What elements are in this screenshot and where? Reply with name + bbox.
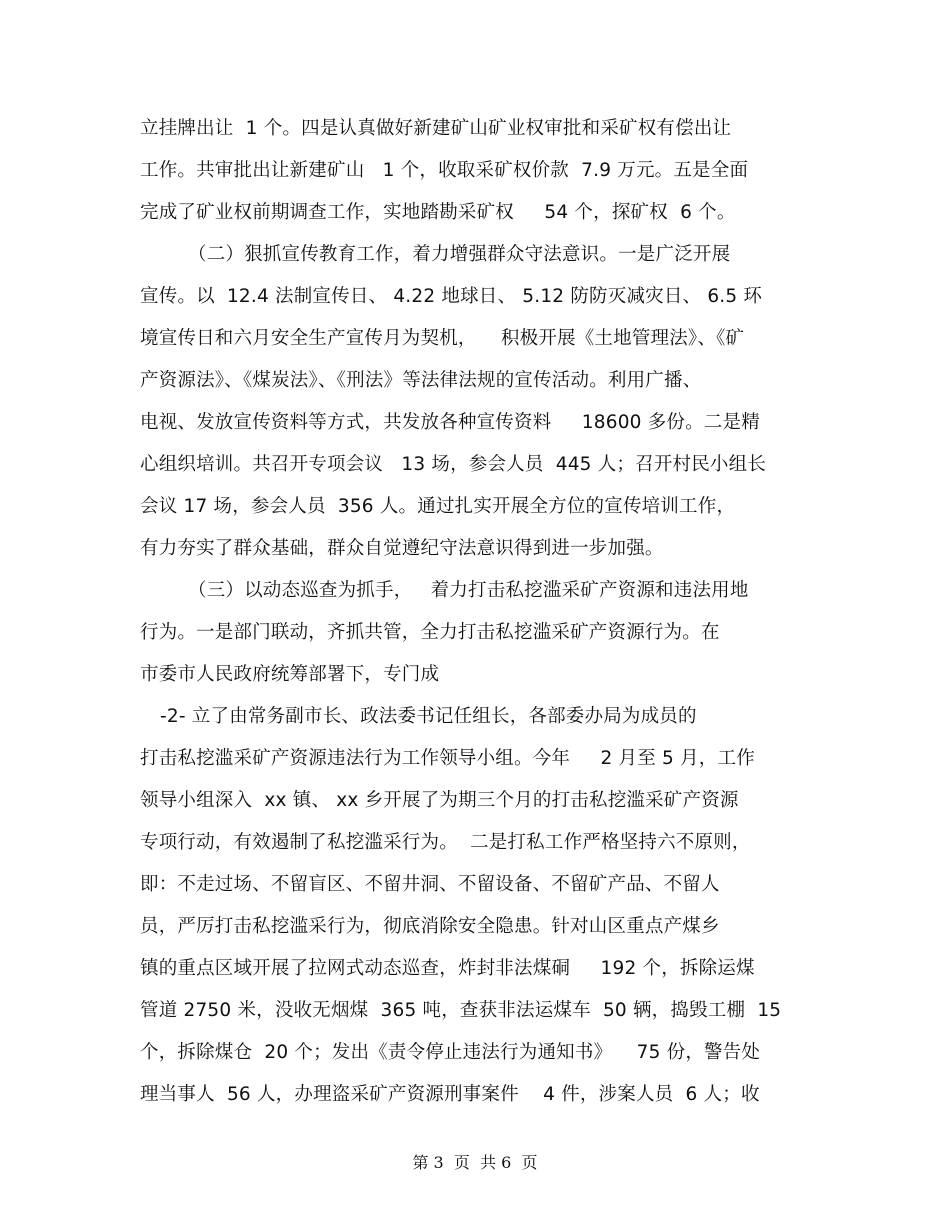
body-line-16: 打击私挖滥采矿产资源违法行为工作领导小组。今年 2 月至 5 月，工作: [140, 748, 755, 769]
body-line-19: 即：不走过场、不留盲区、不留井洞、不留设备、不留矿产品、不留人: [140, 874, 720, 895]
body-line-24: 理当事人 56 人，办理盗采矿产资源刑事案件 4 件，涉案人员 6 人；收: [140, 1084, 760, 1105]
body-line-23: 个，拆除煤仓 20 个；发出《责令停止违法行为通知书》 75 份，警告处: [140, 1042, 761, 1063]
body-line-8: 电视、发放宣传资料等方式，共发放各种宣传资料 18600 多份。二是精: [140, 412, 760, 433]
body-line-3: 完成了矿业权前期调查工作，实地踏勘采矿权 54 个，探矿权 6 个。: [140, 202, 736, 223]
body-line-20: 员，严厉打击私挖滥采行为，彻底消除安全隐患。针对山区重点产煤乡: [140, 916, 720, 937]
body-line-17: 领导小组深入 xx 镇、 xx 乡开展了为期三个月的打击私挖滥采矿产资源: [140, 790, 739, 811]
body-line-21: 镇的重点区域开展了拉网式动态巡查，炸封非法煤硐 192 个，拆除运煤: [140, 958, 755, 979]
body-line-14: 市委市人民政府统筹部署下，专门成: [140, 664, 440, 685]
paragraph-2-start: （二）狠抓宣传教育工作，着力增强群众守法意识。一是广泛开展: [188, 244, 731, 265]
body-line-7: 产资源法》、《煤炭法》、《刑法》等法律法规的宣传活动。利用广播、: [140, 370, 702, 391]
page-number-footer: 第 3 页 共 6 页: [412, 1153, 538, 1172]
body-line-15: -2- 立了由常务副市长、政法委书记任组长，各部委办局为成员的: [160, 706, 697, 727]
body-line-13: 行为。一是部门联动，齐抓共管，全力打击私挖滥采矿产资源行为。在: [140, 622, 720, 643]
body-line-18: 专项行动，有效遏制了私挖滥采行为。 二是打私工作严格坚持六不原则，: [140, 832, 751, 853]
body-line-11: 有力夯实了群众基础，群众自觉遵纪守法意识得到进一步加强。: [140, 538, 664, 559]
body-line-5: 宣传。以 12.4 法制宣传日、 4.22 地球日、 5.12 防防灭减灾日、 6.5 环: [140, 286, 763, 307]
body-line-6: 境宣传日和六月安全生产宣传月为契机， 积极开展《土地管理法》、《矿: [140, 328, 745, 349]
paragraph-3-start: （三）以动态巡查为抓手， 着力打击私挖滥采矿产资源和违法用地: [188, 580, 749, 601]
body-line-1: 立挂牌出让 1 个。四是认真做好新建矿山矿业权审批和采矿权有偿出让: [140, 118, 732, 139]
body-line-22: 管道 2750 米，没收无烟煤 365 吨，查获非法运煤车 50 辆，捣毁工棚 15: [140, 1000, 782, 1021]
body-line-2: 工作。共审批出让新建矿山 1 个，收取采矿权价款 7.9 万元。五是全面: [140, 160, 749, 181]
body-line-9: 心组织培训。共召开专项会议 13 场，参会人员 445 人；召开村民小组长: [140, 454, 767, 475]
body-line-10: 会议 17 场，参会人员 356 人。通过扎实开展全方位的宣传培训工作，: [140, 496, 736, 517]
